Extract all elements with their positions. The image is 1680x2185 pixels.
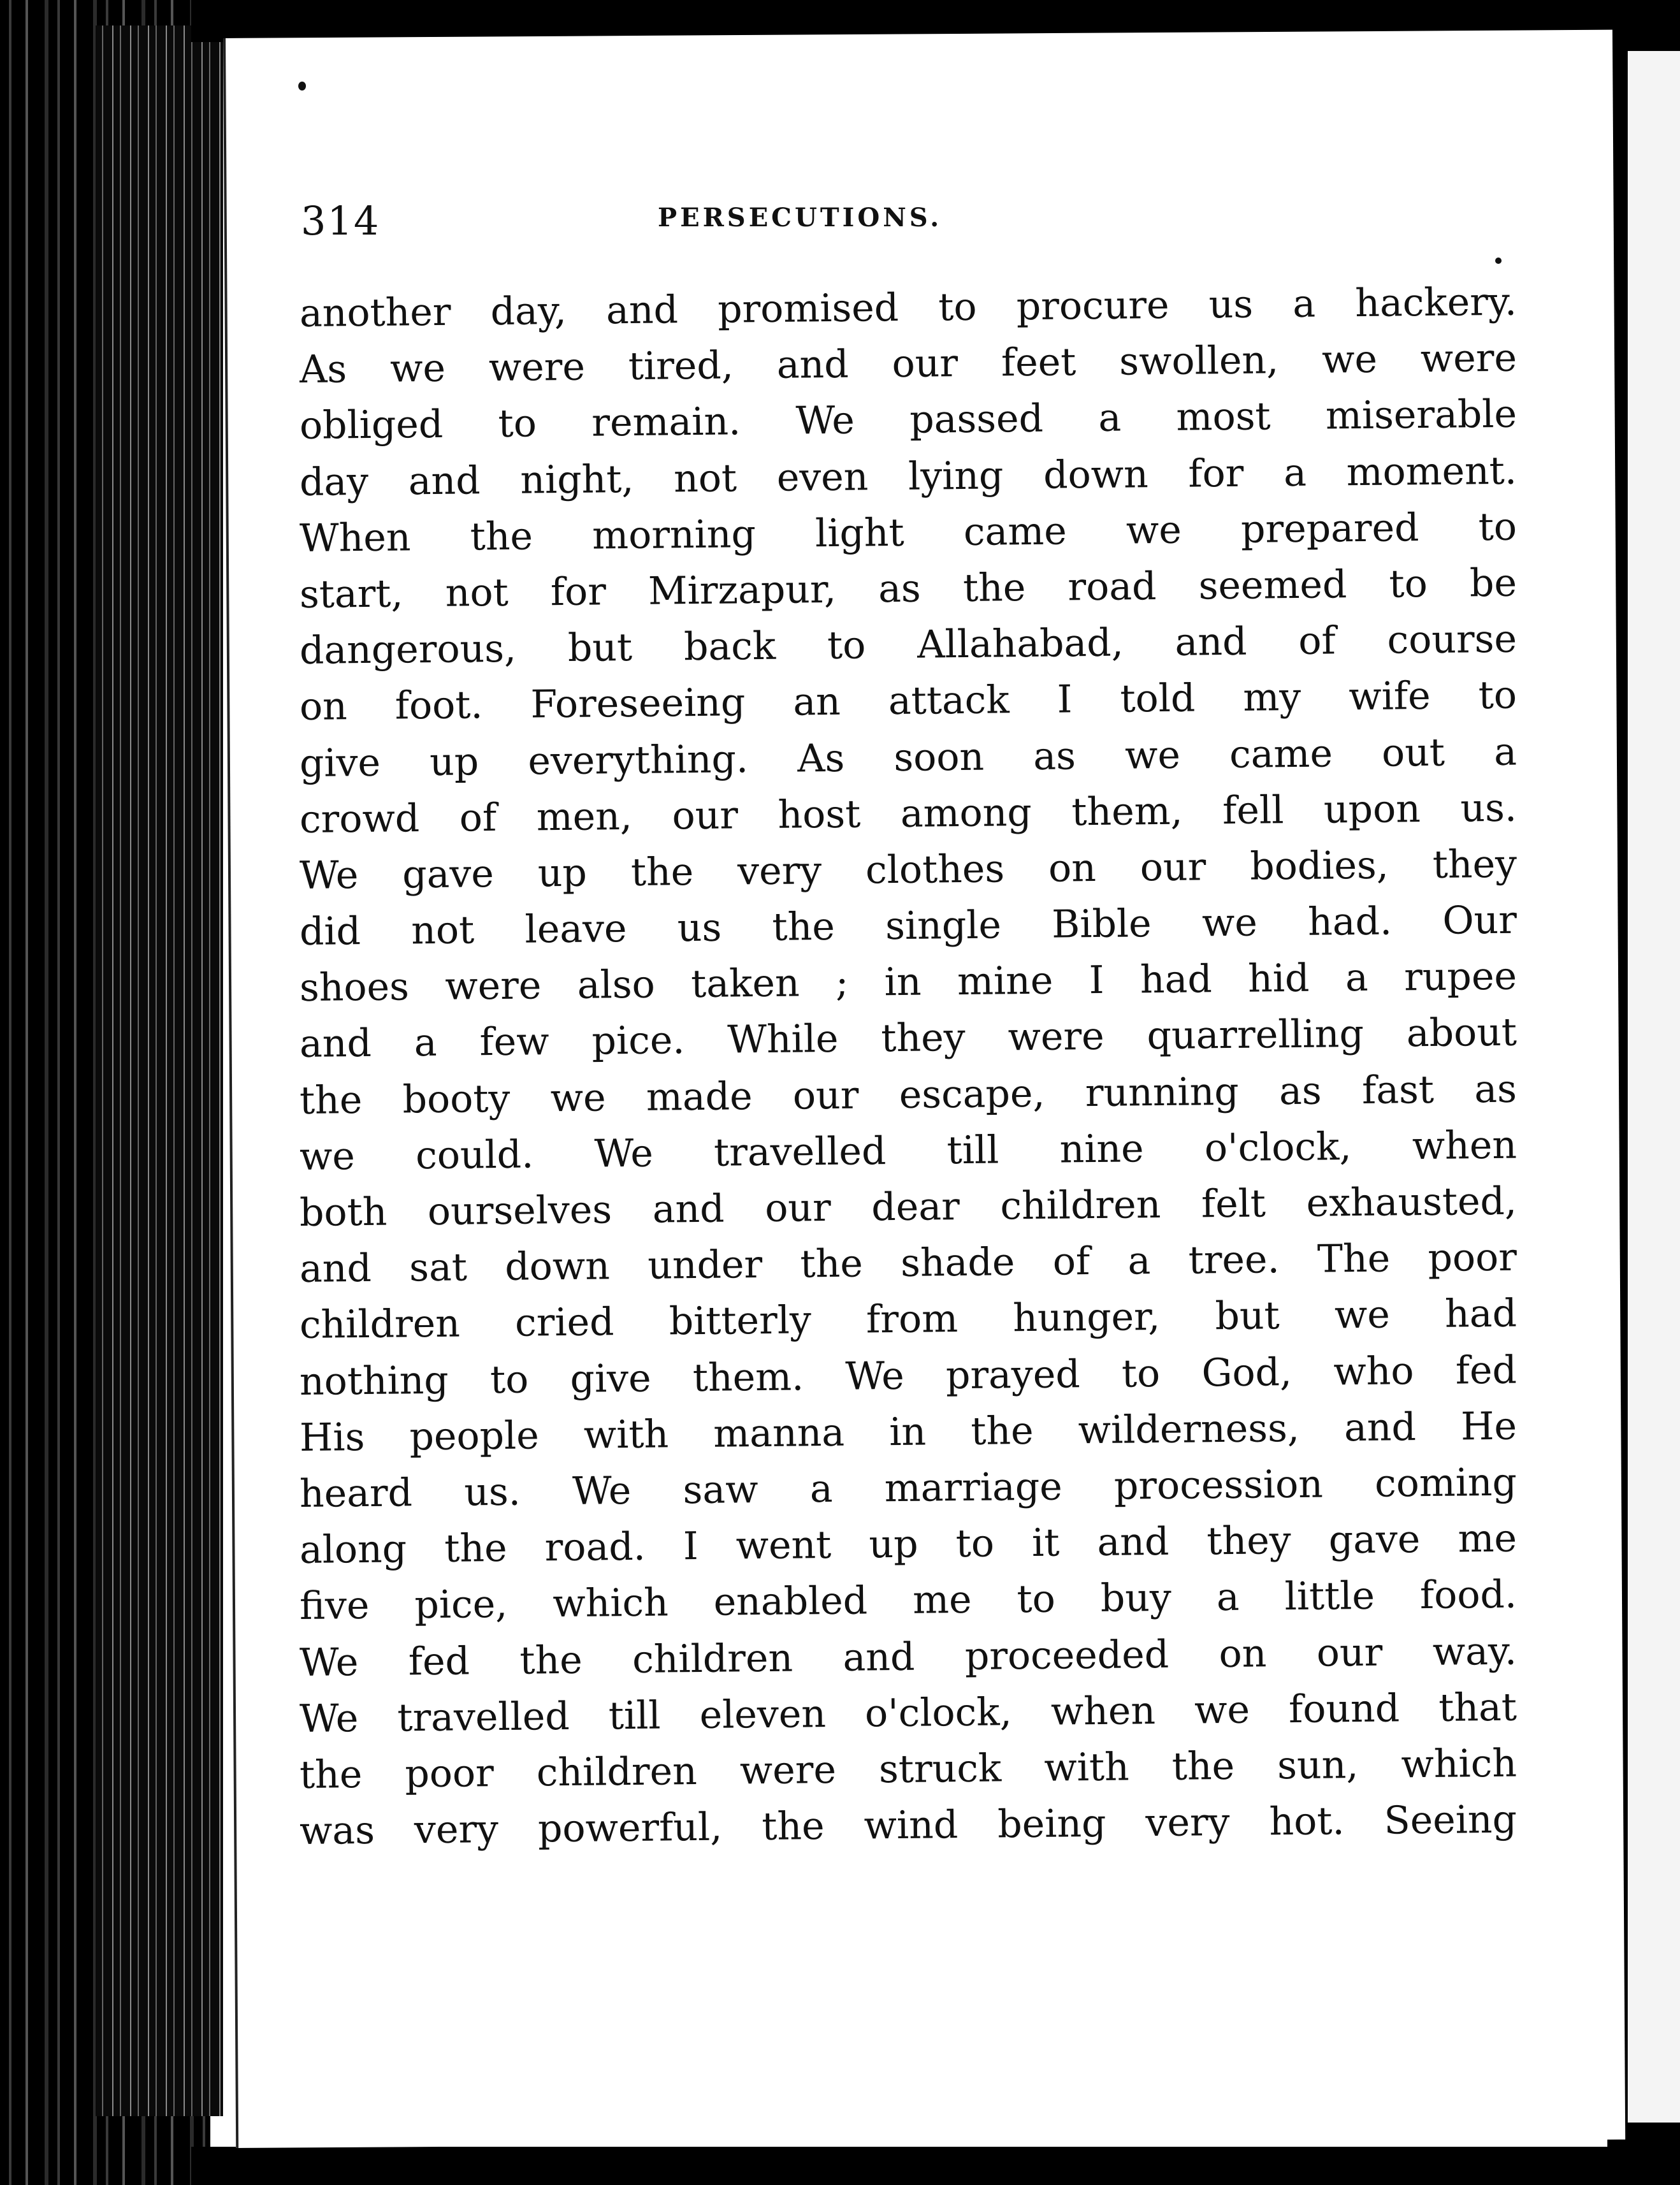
text-line: dangerous, but back to Allahabad, and of course — [299, 616, 1517, 674]
text-line: His people with manna in the wilderness, and He — [299, 1404, 1517, 1460]
text-line: on foot. Foreseeing an attack I told my wife to — [299, 672, 1517, 730]
running-title: PERSECUTIONS. — [658, 203, 943, 233]
text-line: We fed the children and proceeded on our way. — [299, 1629, 1517, 1685]
text-line: When the morning light came we prepared to — [299, 504, 1517, 561]
running-head — [301, 191, 1512, 261]
body-text — [299, 279, 1517, 1859]
facing-page-edge — [1624, 51, 1680, 2123]
text-line: start, not for Mirzapur, as the road seemed to be — [299, 560, 1517, 617]
text-line: children cried bitterly from hunger, but we had — [299, 1291, 1517, 1348]
text-line: heard us. We saw a marriage procession coming — [299, 1460, 1517, 1516]
text-line: both ourselves and our dear children felt exhausted, — [299, 1179, 1517, 1235]
text-line: the booty we made our escape, running as fast as — [299, 1066, 1517, 1123]
text-line: we could. We travelled till nine o'clock, when — [299, 1122, 1517, 1179]
text-line: another day, and promised to procure us a hackery. — [299, 279, 1517, 336]
text-line: We travelled till eleven o'clock, when we found that — [299, 1685, 1517, 1741]
text-line: along the road. I went up to it and they gave me — [299, 1516, 1517, 1573]
book-edge-bottom — [191, 2147, 1680, 2185]
text-line: nothing to give them. We prayed to God, who fed — [299, 1347, 1517, 1404]
text-line: the poor children were struck with the sun, which — [299, 1741, 1517, 1797]
text-line: was very powerful, the wind being very hot. Seeing — [299, 1797, 1517, 1854]
text-line: crowd of men, our host among them, fell upon us. — [299, 785, 1517, 842]
text-line: shoes were also taken ; in mine I had hid a rupee — [299, 954, 1517, 1011]
page-number: 314 — [301, 198, 380, 244]
text-line: give up everything. As soon as we came out a — [299, 729, 1517, 786]
text-line: five pice, which enabled me to buy a little food. — [299, 1572, 1517, 1629]
text-line: did not leave us the single Bible we had. Our — [299, 897, 1517, 955]
text-line: We gave up the very clothes on our bodies, they — [299, 841, 1517, 898]
text-line: and a few pice. While they were quarrelling about — [299, 1010, 1517, 1067]
stacked-page-edges — [96, 25, 223, 2116]
text-line: As we were tired, and our feet swollen, we were — [299, 335, 1517, 393]
text-line: obliged to remain. We passed a most miserable — [299, 392, 1517, 449]
text-line: and sat down under the shade of a tree. The poor — [299, 1235, 1517, 1292]
text-line: day and night, not even lying down for a moment. — [299, 448, 1517, 505]
scan-speck — [298, 82, 306, 91]
